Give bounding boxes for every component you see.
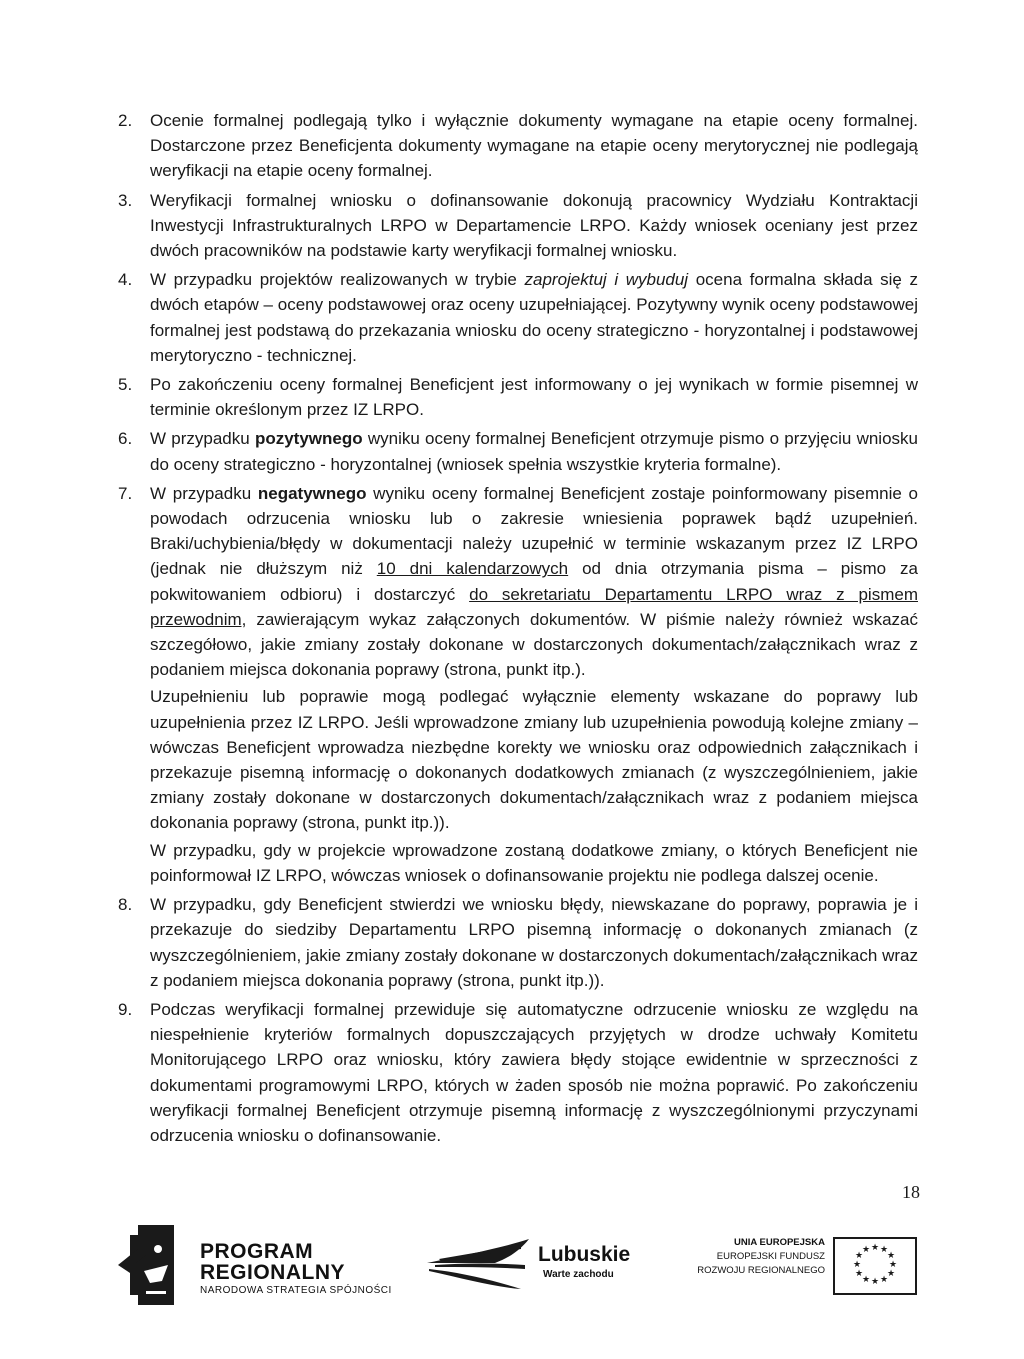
program-line1: PROGRAM: [200, 1240, 314, 1263]
item-text: W przypadku projektów realizowanych w trybie: [150, 270, 525, 290]
list-item: [118, 426, 918, 476]
item-number: 2.: [118, 111, 133, 130]
item-text: wyniku oceny formalnej Beneficjent otrzymuje pismo o przyjęciu wniosku do oceny strategiczno - horyzontalnej (wniosek spełnia wszystkie kryteria formalne).: [150, 429, 918, 474]
list-item: [118, 997, 918, 1148]
document-body: [118, 108, 918, 1152]
item-text: Podczas weryfikacji formalnej przewiduje się automatyczne odrzucenie wniosku ze względu na niespełnienie kryteriów formalnych dopuszczających przyjętych w drodze uchwały Komitetu Monitorującego LRPO oraz wniosku, który zawiera błędy stojące ewidentnie w sprzeczności z dokumentami programowymi LRPO, których w żaden sposób nie można poprawić. Po zakończeniu weryfikacji formalnej Beneficjent otrzymuje pisemną informację z wyszczególnionymi przyczynami odrzucenia wniosku o dofinansowanie.: [150, 999, 918, 1145]
item-paragraph: Uzupełnieniu lub poprawie mogą podlegać wyłącznie elementy wskazane do poprawy lub uzupełnienia przez IZ LRPO. Jeśli wprowadzone zmiany lub uzupełnienia powodują kolejne zmiany – wówczas Beneficjent wprowadza niezbędne korekty we wniosku oraz odpowiednich załącznikach i przekazuje pisemną informację o dokonanych dodatkowych zmianach (z wyszczególnieniem, jakie zmiany zostały dokonane w dostarczonych dokumentach/załącznikach wraz z podaniem miejsca dokonania poprawy (strona, punkt itp.)).: [150, 687, 918, 833]
svg-text:★: ★: [854, 1251, 864, 1261]
item-text: W przypadku, gdy Beneficjent stwierdzi we wniosku błędy, niewskazane do poprawy, poprawia je i przekazuje do siedziby Departamentu LRPO pisemną informację o dokonanych zmianach (z wyszczególnieniem, jakie zmiany zostały dokonane w dostarczonych dokumentach/załącznikach wraz z podaniem miejsca dokonania poprawy (strona, punkt itp.)).: [150, 895, 918, 990]
program-subtitle: NARODOWA STRATEGIA SPÓJNOŚCI: [200, 1285, 392, 1296]
item-text: Ocenie formalnej podlegają tylko i wyłącznie dokumenty wymagane na etapie oceny formalnej. Dostarczone przez Beneficjenta dokumenty wymagane na etapie oceny merytorycznej nie podlegają weryfikacji na etapie oceny formalnej.: [150, 111, 918, 181]
list-item: [118, 188, 918, 264]
svg-text:★: ★: [886, 1269, 896, 1279]
item-text: wyniku oceny formalnej Beneficjent zostaje poinformowany pisemnie o powodach odrzucenia wniosku lub o zakresie wniesienia poprawek bądź uzupełnień. Braki/uchybienia/błędy w dokumentacji należy uzupełnić w terminie wskazanym przez IZ LRPO (jednak nie dłuższym niż: [150, 483, 918, 579]
eu-fund-label: EUROPEJSKI FUNDUSZ: [716, 1251, 825, 1262]
numbered-list: [118, 108, 918, 1148]
svg-text:★: ★: [879, 1245, 889, 1255]
item-text: Weryfikacji formalnej wniosku o dofinansowanie dokonują pracownicy Wydziału Kontraktacji Inwestycji Infrastrukturalnych LRPO w Departamencie LRPO. Każdy wniosek oceniany jest przez dwóch pracowników na podstawie karty weryfikacji formalnej wniosku.: [150, 190, 918, 261]
svg-text:★: ★: [870, 1243, 880, 1253]
program-title: [200, 1241, 345, 1283]
item-number: 3.: [118, 190, 133, 210]
item-number: 7.: [118, 483, 133, 503]
item-text: ocena formalna składa się z dwóch etapów – oceny podstawowej oraz oceny uzupełniającej. Pozytywny wynik oceny podstawowej formalnej jest podstawą do przekazania wniosku do oceny strategiczno - horyzontalnej i podstawowej merytoryczno - technicznej.: [150, 270, 918, 365]
svg-text:★: ★: [888, 1260, 898, 1270]
item-number: 4.: [118, 270, 133, 290]
list-item: [118, 892, 918, 993]
program-regionalny-logo: [116, 1225, 416, 1305]
underlined-phrase: do sekretariatu Departamentu LRPO wraz z pismem przewodnim,: [150, 584, 918, 629]
svg-text:★: ★: [852, 1260, 862, 1270]
program-regionalny-emblem-icon: [116, 1225, 176, 1305]
item-number: 8.: [118, 895, 133, 915]
svg-text:★: ★: [870, 1277, 880, 1287]
item-number: 5.: [118, 375, 133, 395]
item-number: 6.: [118, 429, 133, 449]
svg-text:★: ★: [861, 1275, 871, 1285]
svg-text:★: ★: [861, 1245, 871, 1255]
bold-phrase: pozytywnego: [254, 429, 363, 449]
eu-logo: [673, 1229, 923, 1299]
list-item: [118, 108, 918, 184]
eu-flag-icon: [833, 1237, 917, 1295]
underlined-phrase: 10 dni kalendarzowych: [376, 559, 569, 579]
italic-phrase: zaprojektuj i wybuduj: [524, 270, 689, 290]
lubuskie-tagline: Warte zachodu: [543, 1269, 614, 1280]
eu-union-label: UNIA EUROPEJSKA: [734, 1237, 825, 1248]
footer-logos: [0, 1225, 1024, 1325]
svg-text:★: ★: [854, 1269, 864, 1279]
program-line2: REGIONALNY: [200, 1261, 346, 1284]
item-text: Po zakończeniu oceny formalnej Beneficjent jest informowany o jej wynikach w formie pisemnej w terminie określonym przez IZ LRPO.: [150, 375, 918, 420]
lubuskie-name: Lubuskie: [538, 1243, 631, 1266]
svg-text:★: ★: [886, 1251, 896, 1261]
item-paragraph: W przypadku, gdy w projekcie wprowadzone zostaną dodatkowe zmiany, o których Beneficjent nie poinformował IZ LRPO, wówczas wniosek o dofinansowanie projektu nie podlega dalszej ocenie.: [150, 840, 918, 885]
item-number: 9.: [118, 999, 133, 1019]
eu-development-label: ROZWOJU REGIONALNEGO: [697, 1265, 825, 1276]
page-number: 18: [902, 1182, 920, 1202]
lubuskie-swoosh-icon: [425, 1233, 535, 1293]
list-item: [118, 481, 918, 888]
list-item: [118, 267, 918, 368]
list-item: [118, 372, 918, 422]
item-text: zawierającym wykaz załączonych dokumentów. W piśmie należy również wskazać szczegółowo, jakie zmiany zostały dokonane w dostarczonych dokumentach/załącznikach wraz z podaniem miejsca dokonania poprawy (strona, punkt itp.).: [150, 609, 918, 680]
item-text: od dnia otrzymania pisma – pismo za pokwitowaniem odbioru) i dostarczyć: [150, 559, 918, 604]
item-text: W przypadku: [150, 429, 255, 449]
item-text: W przypadku: [150, 483, 258, 503]
bold-phrase: negatywnego: [257, 483, 367, 503]
lubuskie-logo: [425, 1233, 665, 1293]
svg-text:★: ★: [879, 1275, 889, 1285]
